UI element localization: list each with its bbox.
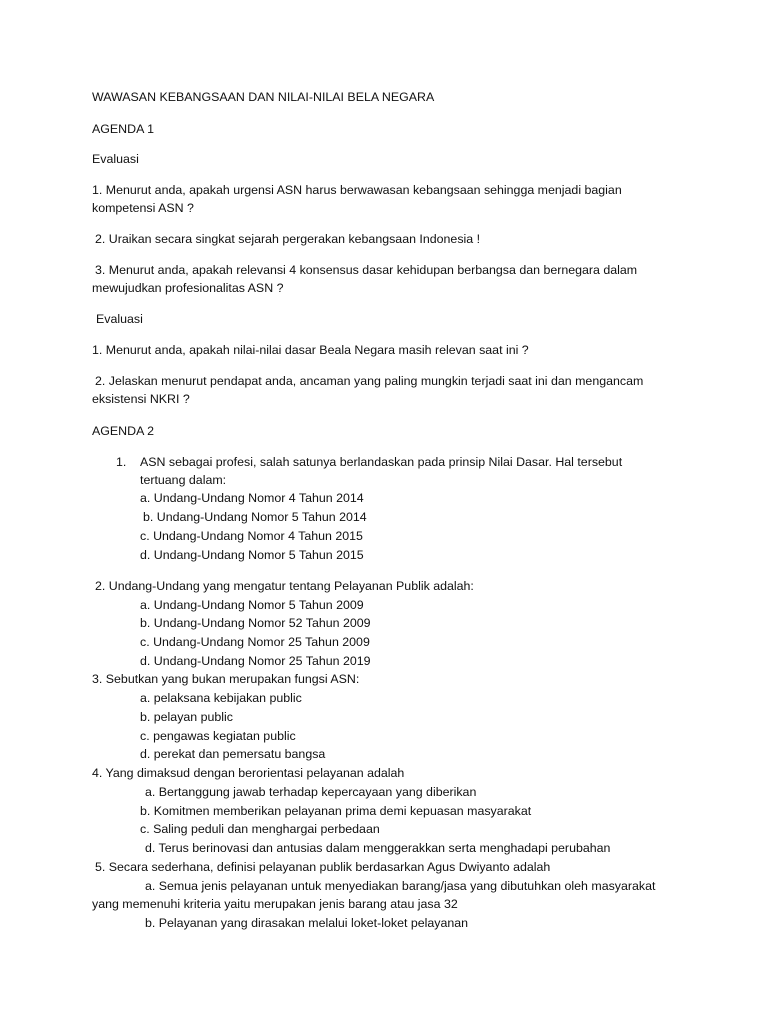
agenda2-question-4: 4. Yang dimaksud dengan berorientasi pelayanan adalah <box>92 766 405 780</box>
q4-option-b: b. Komitmen memberikan pelayanan prima demi kepuasan masyarakat <box>140 804 532 818</box>
q5-option-a-line-2: yang memenuhi kriteria yaitu merupakan jenis barang atau jasa 32 <box>92 897 458 911</box>
q1-option-b: b. Undang-Undang Nomor 5 Tahun 2014 <box>143 510 367 524</box>
evaluasi-heading-1: Evaluasi <box>92 152 139 166</box>
q2-option-c: c. Undang-Undang Nomor 25 Tahun 2009 <box>140 635 370 649</box>
q4-option-a: a. Bertanggung jawab terhadap kepercayaan yang diberikan <box>145 785 477 799</box>
q5-option-a-line-1: a. Semua jenis pelayanan untuk menyediakan barang/jasa yang dibutuhkan oleh masyarakat <box>145 879 656 893</box>
q2-option-b: b. Undang-Undang Nomor 52 Tahun 2009 <box>140 616 371 630</box>
q3-option-a: a. pelaksana kebijakan public <box>140 691 302 705</box>
q4-option-c: c. Saling peduli dan menghargai perbedaan <box>140 822 380 836</box>
q3-option-b: b. pelayan public <box>140 710 233 724</box>
q5-option-b: b. Pelayanan yang dirasakan melalui loket-loket pelayanan <box>145 916 469 930</box>
q3-option-c: c. pengawas kegiatan public <box>140 729 296 743</box>
agenda2-heading: AGENDA 2 <box>92 424 154 438</box>
agenda2-question-1-number: 1. <box>116 455 127 469</box>
agenda2-question-1-line-1: ASN sebagai profesi, salah satunya berlandaskan pada prinsip Nilai Dasar. Hal tersebut <box>140 455 623 469</box>
evaluasi-heading-2: Evaluasi <box>96 312 143 326</box>
agenda1-question-1-line-1: 1. Menurut anda, apakah urgensi ASN harus berwawasan kebangsaan sehingga menjadi bagian <box>92 183 622 197</box>
q1-option-d: d. Undang-Undang Nomor 5 Tahun 2015 <box>140 548 364 562</box>
q2-option-a: a. Undang-Undang Nomor 5 Tahun 2009 <box>140 598 364 612</box>
agenda1-question-3-line-1: 3. Menurut anda, apakah relevansi 4 konsensus dasar kehidupan berbangsa dan bernegara dalam <box>95 263 638 277</box>
q2-option-d: d. Undang-Undang Nomor 25 Tahun 2019 <box>140 654 371 668</box>
agenda2-question-2: 2. Undang-Undang yang mengatur tentang Pelayanan Publik adalah: <box>95 579 474 593</box>
q3-option-d: d. perekat dan pemersatu bangsa <box>140 747 326 761</box>
evaluasi2-question-1: 1. Menurut anda, apakah nilai-nilai dasar Beala Negara masih relevan saat ini ? <box>92 343 529 357</box>
q1-option-c: c. Undang-Undang Nomor 4 Tahun 2015 <box>140 529 363 543</box>
q4-option-d: d. Terus berinovasi dan antusias dalam menggerakkan serta menghadapi perubahan <box>145 841 611 855</box>
agenda1-question-3-line-2: mewujudkan profesionalitas ASN ? <box>92 281 284 295</box>
agenda2-question-1-line-2: tertuang dalam: <box>140 473 227 487</box>
agenda1-heading: AGENDA 1 <box>92 122 154 136</box>
agenda2-question-3: 3. Sebutkan yang bukan merupakan fungsi ASN: <box>92 672 360 686</box>
agenda2-question-5: 5. Secara sederhana, definisi pelayanan publik berdasarkan Agus Dwiyanto adalah <box>95 860 551 874</box>
evaluasi2-question-2-line-2: eksistensi NKRI ? <box>92 392 190 406</box>
agenda1-question-1-line-2: kompetensi ASN ? <box>92 201 194 215</box>
evaluasi2-question-2-line-1: 2. Jelaskan menurut pendapat anda, ancaman yang paling mungkin terjadi saat ini dan mengancam <box>95 374 644 388</box>
agenda1-question-2: 2. Uraikan secara singkat sejarah pergerakan kebangsaan Indonesia ! <box>95 232 481 246</box>
q1-option-a: a. Undang-Undang Nomor 4 Tahun 2014 <box>140 491 364 505</box>
document-title: WAWASAN KEBANGSAAN DAN NILAI-NILAI BELA NEGARA <box>92 90 435 104</box>
